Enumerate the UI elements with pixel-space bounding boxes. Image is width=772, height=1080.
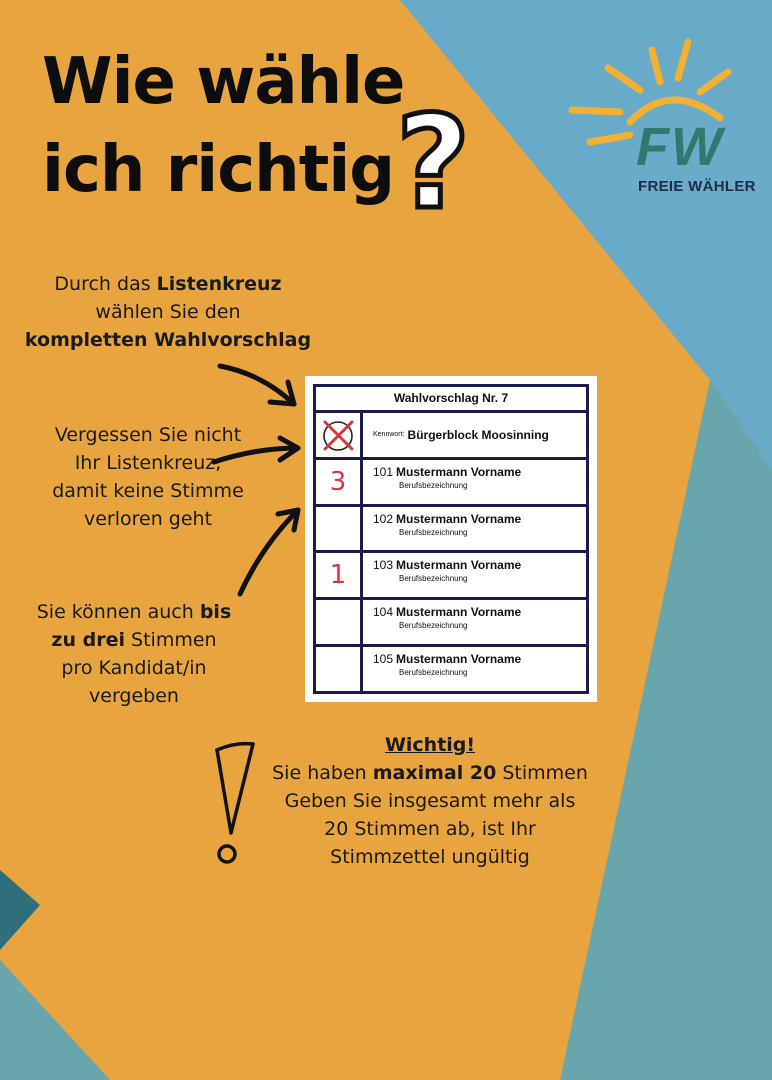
vote-count-cell: 1 xyxy=(316,553,363,597)
candidate-job: Berufsbezeichnung xyxy=(399,527,468,537)
candidate-name: Mustermann Vorname xyxy=(396,652,522,667)
candidate-number: 105 xyxy=(373,652,394,667)
ballot-candidate-row xyxy=(316,647,586,691)
list-cross-cell xyxy=(316,413,363,457)
ballot-keyword-row xyxy=(316,413,586,460)
instruction-2-line-3: damit keine Stimme xyxy=(52,480,244,502)
instruction-3-bold-b: zu drei xyxy=(51,629,125,651)
page-title xyxy=(42,38,404,214)
vote-count-cell xyxy=(316,507,363,551)
instruction-1-bold-a: Listenkreuz xyxy=(156,273,282,295)
candidate-number: 102 xyxy=(373,511,394,526)
logo-name: FREIE WÄHLER xyxy=(638,178,756,195)
instruction-1-text-a: Durch das xyxy=(54,273,157,295)
important-notice xyxy=(262,731,598,871)
logo-initials: FW xyxy=(636,117,724,177)
instruction-2-line-1: Vergessen Sie nicht xyxy=(54,424,242,446)
candidate-cell xyxy=(363,553,586,597)
candidate-job: Berufsbezeichnung xyxy=(399,480,468,490)
candidate-cell xyxy=(363,507,586,551)
ballot-candidate-row xyxy=(316,553,586,600)
instruction-3-bold-a: bis xyxy=(199,601,232,623)
candidate-job: Berufsbezeichnung xyxy=(399,668,468,678)
candidate-cell xyxy=(363,600,586,644)
important-heading: Wichtig! xyxy=(384,734,476,756)
ballot-candidate-row xyxy=(316,460,586,507)
important-bold: maximal 20 xyxy=(372,762,497,784)
instruction-3-text-b: Stimmen xyxy=(125,629,217,651)
keyword-cell xyxy=(363,413,586,457)
important-text-b: Stimmen xyxy=(496,762,588,784)
ballot-candidate-row xyxy=(316,600,586,647)
title-line-2: ich richtig xyxy=(42,133,395,207)
candidate-job: Berufsbezeichnung xyxy=(399,574,468,584)
vote-count-cell: 3 xyxy=(316,460,363,504)
instruction-3-line-4: vergeben xyxy=(89,685,179,707)
instruction-3-text-a: Sie können auch xyxy=(36,601,200,623)
instruction-3-line-3: pro Kandidat/in xyxy=(61,657,207,679)
candidate-job: Berufsbezeichnung xyxy=(399,621,468,631)
instruction-1-bold-b: kompletten Wahlvorschlag xyxy=(24,329,312,351)
candidate-number: 104 xyxy=(373,605,394,620)
important-text-a: Sie haben xyxy=(272,762,373,784)
vote-count-cell xyxy=(316,600,363,644)
instruction-2-line-2: Ihr Listenkreuz, xyxy=(74,452,222,474)
candidate-cell xyxy=(363,647,586,691)
important-line-4: Stimmzettel ungültig xyxy=(330,846,530,868)
candidate-name: Mustermann Vorname xyxy=(396,511,522,526)
important-line-2: Geben Sie insgesamt mehr als xyxy=(284,790,576,812)
candidate-number: 101 xyxy=(373,464,394,479)
candidate-cell xyxy=(363,460,586,504)
title-line-1: Wie wähle xyxy=(42,45,405,119)
instruction-three-votes xyxy=(18,598,250,710)
ballot-candidate-row xyxy=(316,507,586,554)
question-mark: ? xyxy=(396,89,471,238)
keyword-name: Bürgerblock Moosinning xyxy=(407,427,549,442)
ballot-sample xyxy=(305,376,597,702)
important-line-3: 20 Stimmen ab, ist Ihr xyxy=(324,818,536,840)
keyword-label: Kennwort: xyxy=(373,431,405,439)
ballot-header: Wahlvorschlag Nr. 7 xyxy=(316,387,586,413)
candidate-name: Mustermann Vorname xyxy=(396,558,522,573)
list-cross-icon xyxy=(319,416,357,454)
candidate-name: Mustermann Vorname xyxy=(396,605,522,620)
instruction-list-cross xyxy=(18,270,318,354)
vote-count-cell xyxy=(316,647,363,691)
candidate-number: 103 xyxy=(373,558,394,573)
exclamation-icon xyxy=(205,738,265,868)
instruction-dont-forget xyxy=(18,421,278,533)
instruction-2-line-4: verloren geht xyxy=(83,508,213,530)
ballot-frame xyxy=(313,384,589,694)
candidate-name: Mustermann Vorname xyxy=(396,464,522,479)
instruction-1-text-b: wählen Sie den xyxy=(95,301,241,323)
